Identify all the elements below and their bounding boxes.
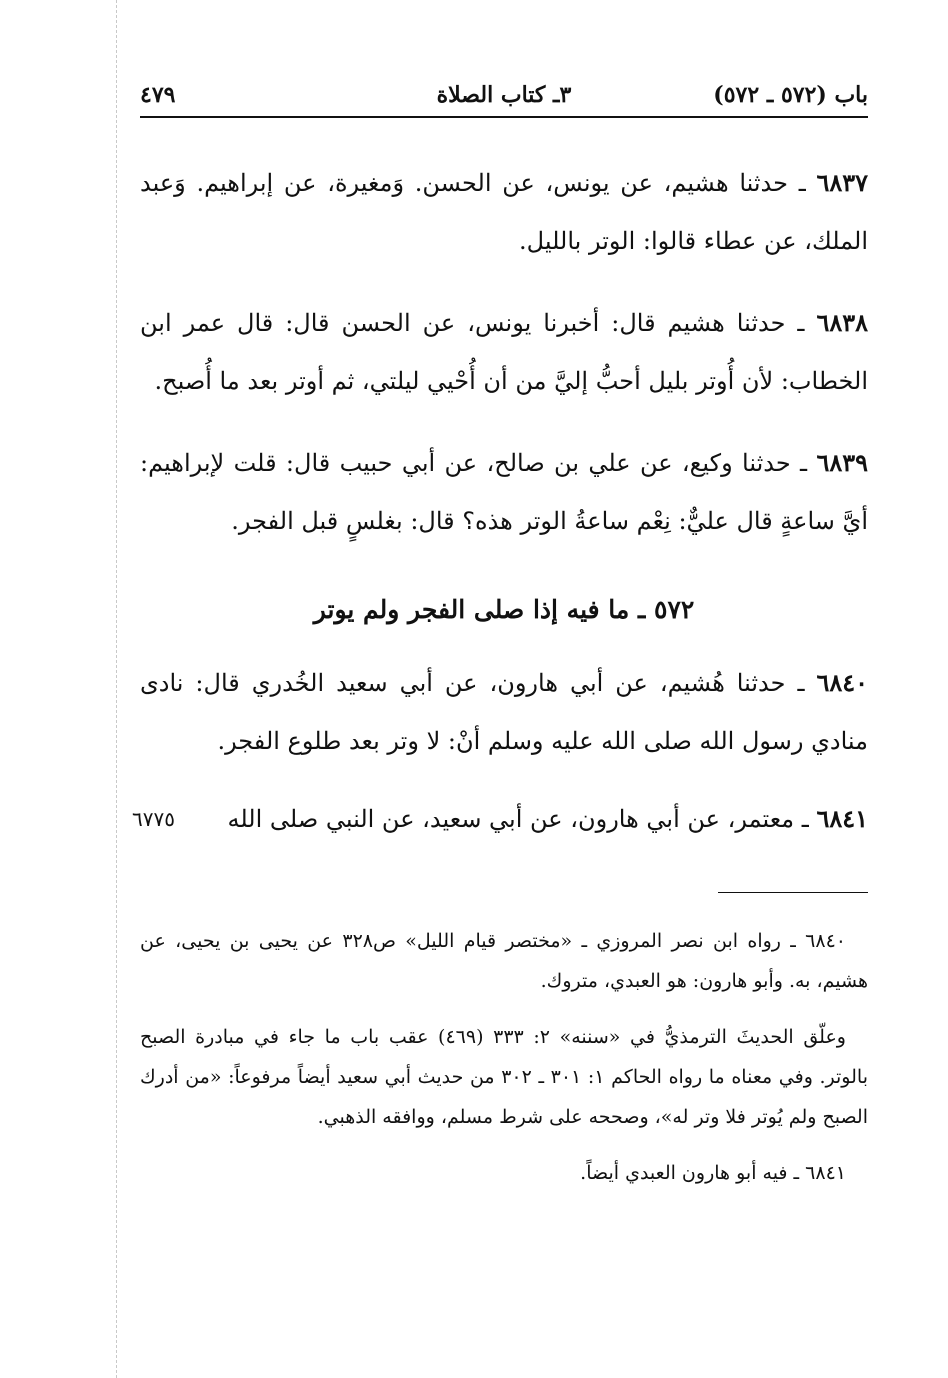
hadith-number: ٦٨٤١ bbox=[816, 804, 868, 833]
footnotes bbox=[140, 921, 868, 1193]
hadith-text: ـ معتمر، عن أبي هارون، عن أبي سعيد، عن النبي صلى الله bbox=[227, 805, 817, 833]
hadith-text: ـ حدثنا هُشيم، عن أبي هارون، عن أبي سعيد الخُدري قال: نادى منادي رسول الله صلى الله عليه وسلم أنْ: لا وتر بعد طلوع الفجر. bbox=[140, 669, 868, 755]
hadith-text: ـ حدثنا هشيم قال: أخبرنا يونس، عن الحسن قال: قال عمر ابن الخطاب: لأن أُوتر بليل أحبُّ إليَّ من أن أُحْيي ليلتي، ثم أوتر بعد ما أُصبح. bbox=[140, 309, 868, 395]
footnote: وعلّق الحديثَ الترمذيُّ في «سننه» ٢: ٣٣٣ (٤٦٩) عقب باب ما جاء في مبادرة الصبح بالوتر. وفي معناه ما رواه الحاكم ١: ٣٠١ ـ ٣٠٢ من حديث أبي سعيد أيضاً مرفوعاً: «من أدرك الصبح ولم يُوتر فلا وتر له»، وصححه على شرط مسلم، ووافقه الذهبي. bbox=[140, 1026, 868, 1128]
hadith-number: ٦٨٤٠ bbox=[816, 668, 868, 697]
hadith-text: ـ حدثنا هشيم، عن يونس، عن الحسن. وَمغيرة، عن إبراهيم. وَعبد الملك، عن عطاء قالوا: الوتر بالليل. bbox=[140, 169, 868, 255]
hadith-text: ـ حدثنا وكيع، عن علي بن صالح، عن أبي حبيب قال: قلت لإبراهيم: أيَّ ساعةٍ قال عليٌّ: نِعْم ساعةُ الوتر هذه؟ قال: بغلسٍ قبل الفجر. bbox=[140, 449, 868, 535]
hadith-number: ٦٨٣٧ bbox=[816, 168, 868, 197]
hadith-paragraph bbox=[132, 790, 868, 848]
margin-reference-number: ٦٧٧٥ bbox=[132, 807, 175, 831]
hadith-paragraph bbox=[140, 154, 868, 270]
page-fold-line bbox=[116, 0, 117, 1378]
book-title: ٣ـ كتاب الصلاة bbox=[436, 82, 572, 108]
section-heading: ٥٧٢ ـ ما فيه إذا صلى الفجر ولم يوتر bbox=[313, 595, 695, 624]
footnote-area-divider bbox=[140, 848, 868, 849]
hadith-number: ٦٨٣٩ bbox=[816, 448, 868, 477]
footnote: ٦٨٤١ ـ فيه أبو هارون العبدي أيضاً. bbox=[580, 1162, 846, 1184]
footnote-rule bbox=[718, 892, 868, 893]
chapter-range: باب (٥٧٢ ـ ٥٧٢) bbox=[713, 82, 868, 108]
hadith-paragraph bbox=[140, 654, 868, 770]
running-header bbox=[140, 70, 868, 118]
footnote: ٦٨٤٠ ـ رواه ابن نصر المروزي ـ «مختصر قيام الليل» ص٣٢٨ عن يحيى بن يحيى، عن هشيم، به. وأبو هارون: هو العبدي، متروك. bbox=[140, 930, 868, 992]
book-page bbox=[132, 70, 868, 1193]
page-number: ٤٧٩ bbox=[140, 82, 176, 108]
hadith-paragraph bbox=[140, 434, 868, 550]
hadith-number: ٦٨٣٨ bbox=[816, 308, 868, 337]
hadith-paragraph bbox=[140, 294, 868, 410]
